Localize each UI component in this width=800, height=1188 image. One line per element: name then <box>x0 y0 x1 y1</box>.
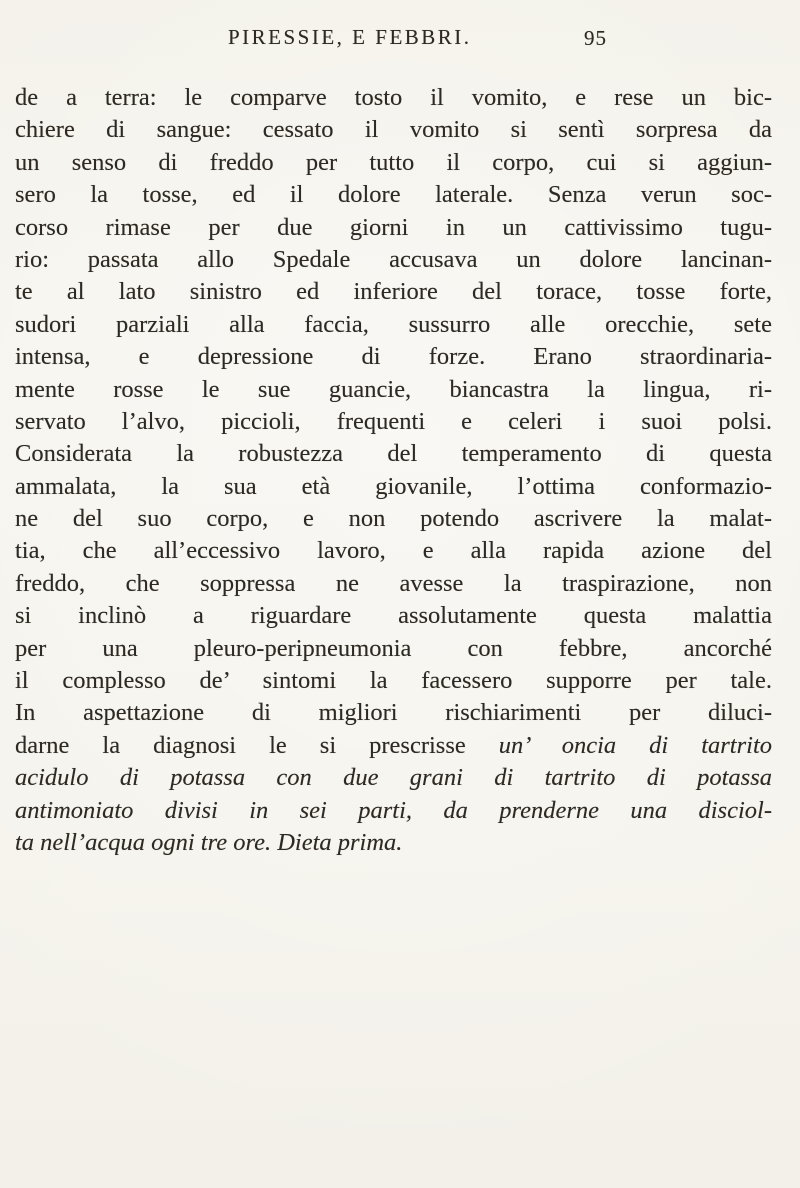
text-line <box>15 212 772 244</box>
body-text-segment: mente rosse le sue guancie, biancastra la lingua, ri- <box>15 375 772 403</box>
prescription-italic-text: antimoniato divisi in sei parti, da prenderne una disciol- <box>15 796 772 824</box>
text-line <box>15 179 772 211</box>
body-text-segment: te al lato sinistro ed inferiore del torace, tosse forte, <box>15 278 772 306</box>
body-text-segment: tia, che all’eccessivo lavoro, e alla rapida azione del <box>15 537 772 565</box>
text-line <box>15 697 772 729</box>
text-line <box>15 730 772 762</box>
body-text-segment: sudori parziali alla faccia, sussurro alle orecchie, sete <box>15 310 772 338</box>
text-line <box>15 114 772 146</box>
text-line <box>15 665 772 697</box>
body-text-segment: per una pleuro-peripneumonia con febbre, ancorché <box>15 634 772 662</box>
text-line <box>15 633 772 665</box>
text-line <box>15 309 772 341</box>
text-line <box>15 762 772 794</box>
text-line <box>15 244 772 276</box>
body-text-segment: corso rimase per due giorni in un cattivissimo tugu- <box>15 213 772 241</box>
prescription-italic-text: acidulo di potassa con due grani di tartrito di potassa <box>15 764 772 792</box>
text-line <box>15 406 772 438</box>
body-text-segment: chiere di sangue: cessato il vomito si sentì sorpresa da <box>15 116 772 144</box>
body-text-segment: In aspettazione di migliori rischiarimenti per diluci- <box>15 699 772 727</box>
text-line <box>15 503 772 535</box>
body-text-segment: servato l’alvo, piccioli, frequenti e celeri i suoi polsi. <box>15 407 772 435</box>
running-head <box>0 25 800 57</box>
body-text-segment: ammalata, la sua età giovanile, l’ottima conformazio- <box>15 472 772 500</box>
prescription-italic-text: un’ oncia di tartrito <box>498 731 773 759</box>
text-line <box>15 374 772 406</box>
text-line <box>15 795 772 827</box>
text-line <box>15 568 772 600</box>
text-line <box>15 341 772 373</box>
body-text-segment: freddo, che soppressa ne avesse la traspirazione, non <box>15 569 772 597</box>
text-line <box>15 82 772 114</box>
body-text-segment: intensa, e depressione di forze. Erano straordinaria- <box>15 343 772 371</box>
prescription-italic-text: ta nell’acqua ogni tre ore. Dieta prima. <box>15 828 403 856</box>
text-line <box>15 438 772 470</box>
text-line <box>15 276 772 308</box>
running-head-title: PIRESSIE, E FEBBRI. <box>228 25 472 49</box>
body-text-segment: si inclinò a riguardare assolutamente questa malattia <box>15 602 772 630</box>
body-text-segment: ne del suo corpo, e non potendo ascrivere la malat- <box>15 505 772 533</box>
text-line <box>15 147 772 179</box>
body-text-segment: sero la tosse, ed il dolore laterale. Senza verun soc- <box>15 181 772 209</box>
text-line <box>15 827 772 859</box>
body-text-segment: de a terra: le comparve tosto il vomito, e rese un bic- <box>15 84 772 111</box>
text-line <box>15 600 772 632</box>
page-number: 95 <box>584 26 607 50</box>
text-line <box>15 535 772 567</box>
body-text-segment: darne la diagnosi le si prescrisse <box>15 731 499 759</box>
body-text <box>15 82 772 859</box>
body-text-segment: rio: passata allo Spedale accusava un dolore lancinan- <box>15 245 772 273</box>
body-text-segment: il complesso de’ sintomi la facessero supporre per tale. <box>15 667 772 695</box>
body-text-segment: Considerata la robustezza del temperamento di questa <box>15 440 772 468</box>
text-line <box>15 471 772 503</box>
body-text-segment: un senso di freddo per tutto il corpo, cui si aggiun- <box>15 148 772 176</box>
